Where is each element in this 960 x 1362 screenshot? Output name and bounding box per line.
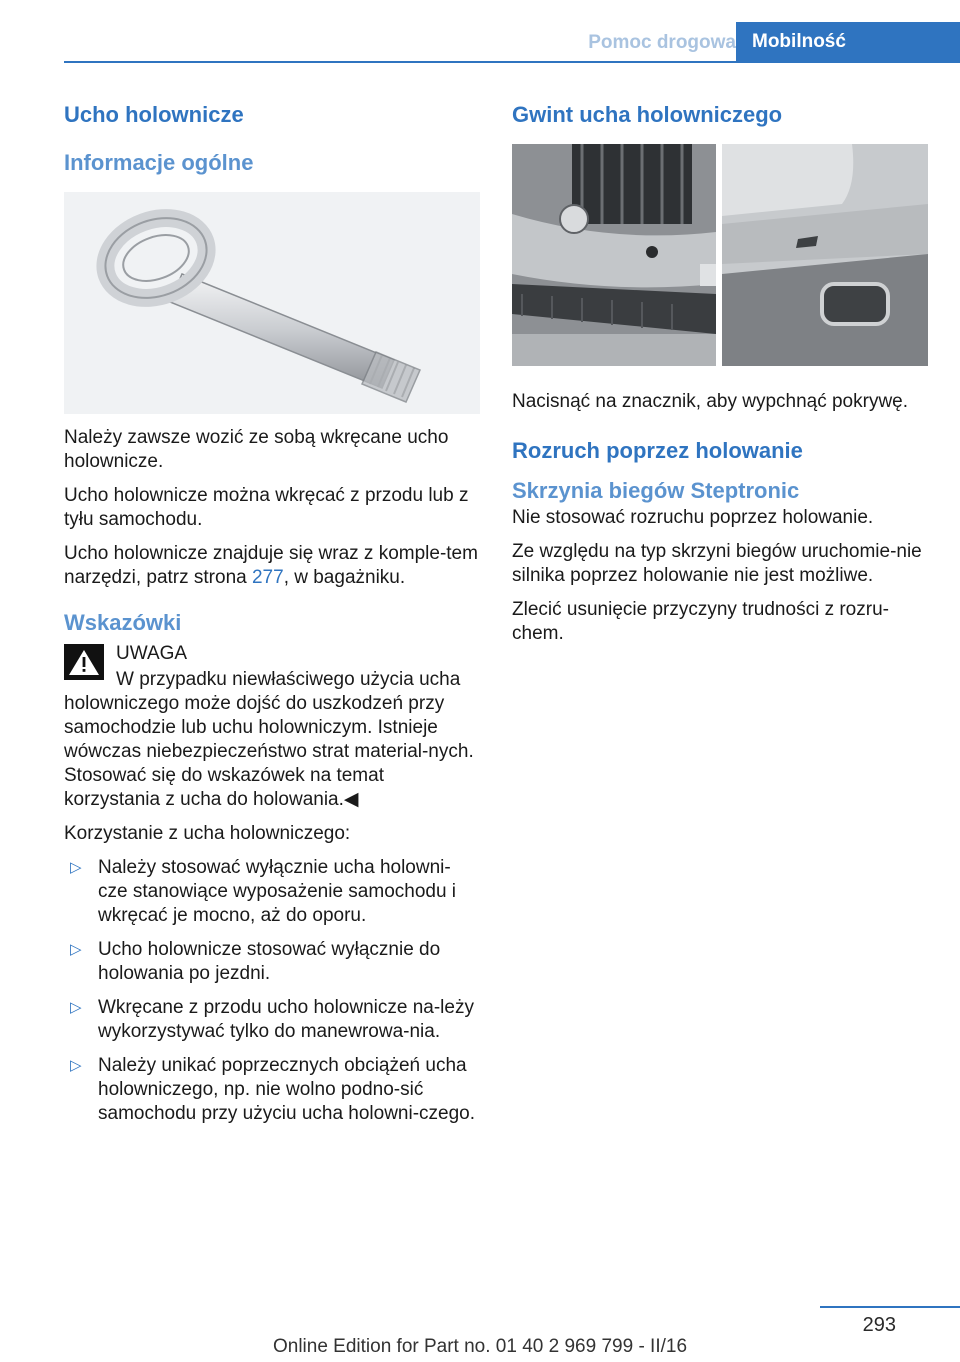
- bumper-photo: [512, 144, 928, 366]
- towing-eye-illustration: [64, 192, 480, 414]
- location-text: Ucho holownicze znajduje się wraz z komple-tem narzędzi, patrz strona: [64, 543, 478, 588]
- list-item-text: Ucho holownicze stosować wyłącznie do holowania po jezdni.: [98, 939, 441, 984]
- triangle-bullet-icon: ▷: [70, 1057, 82, 1074]
- warning-box: [64, 642, 480, 812]
- thread-heading: Gwint ucha holowniczego: [512, 102, 783, 127]
- right-column: [512, 100, 928, 656]
- triangle-bullet-icon: ▷: [70, 999, 82, 1016]
- list-item-text: Wkręcane z przodu ucho holownicze na-leży wykorzystywać tylko do manewrowa-nia.: [98, 997, 474, 1042]
- page-header: [64, 0, 960, 62]
- list-item-text: Należy unikać poprzecznych obciążeń ucha holowniczego, np. nie wolno podno-sić samochodu przy użyciu ucha holowni-czego.: [98, 1055, 476, 1124]
- no-tow-start-paragraph: Nie stosować rozruchu poprzez holowanie.: [512, 507, 874, 528]
- reason-paragraph: Ze względu na typ skrzyni biegów uruchomie-nie silnika poprzez holowanie nie jest możliwe.: [512, 541, 922, 586]
- warning-text: W przypadku niewłaściwego użycia ucha holowniczego może dojść do uszkodzeń przy samochodzie lub uchu holowniczym. Istnieje wówczas niebezpieczeństwo strat material-nych. Stosować się do wskazówek na temat korzystania z ucha do holowania.◀: [64, 669, 474, 810]
- steptronic-heading: Skrzynia biegów Steptronic: [512, 478, 800, 503]
- warning-icon: [64, 644, 104, 680]
- usage-list: [64, 856, 480, 1126]
- location-text-end: , w bagażniku.: [283, 567, 406, 588]
- mounting-paragraph: Ucho holownicze można wkręcać z przodu lub z tyłu samochodu.: [64, 485, 469, 530]
- triangle-bullet-icon: ▷: [70, 941, 82, 958]
- service-paragraph: Zlecić usunięcie przyczyny trudności z rozru-chem.: [512, 599, 889, 644]
- list-item-text: Należy stosować wyłącznie ucha holowni-cze stanowiące wyposażenie samochodu i wkręcać je mocno, aż do oporu.: [98, 857, 457, 926]
- subsection-heading: Informacje ogólne: [64, 150, 254, 175]
- list-item: [64, 938, 480, 986]
- list-item: [64, 996, 480, 1044]
- page-number: 293: [862, 1314, 896, 1336]
- hints-heading: Wskazówki: [64, 610, 182, 635]
- header-rule: [64, 61, 960, 63]
- header-chapter-tab: Mobilność: [736, 22, 960, 62]
- usage-intro: Korzystanie z ucha holowniczego:: [64, 823, 351, 844]
- triangle-bullet-icon: ▷: [70, 859, 82, 876]
- header-section-title: Pomoc drogowa: [588, 32, 736, 53]
- left-column: [64, 100, 480, 1136]
- intro-paragraph: Należy zawsze wozić ze sobą wkręcane ucho holownicze.: [64, 427, 449, 472]
- section-heading: Ucho holownicze: [64, 102, 244, 127]
- warning-title: UWAGA: [116, 643, 188, 664]
- list-item: [64, 856, 480, 928]
- footer-edition: Online Edition for Part no. 01 40 2 969 799 - II/16: [272, 1336, 688, 1357]
- list-item: [64, 1054, 480, 1126]
- page-number-rule: [820, 1306, 960, 1308]
- page-reference-link[interactable]: 277: [251, 567, 284, 588]
- bumper-cover-icon: [512, 144, 928, 366]
- towing-eye-icon: [64, 192, 480, 414]
- tow-start-heading: Rozruch poprzez holowanie: [512, 438, 803, 463]
- location-paragraph: [64, 542, 480, 590]
- photo-caption: Nacisnąć na znacznik, aby wypchnąć pokrywę.: [512, 391, 909, 412]
